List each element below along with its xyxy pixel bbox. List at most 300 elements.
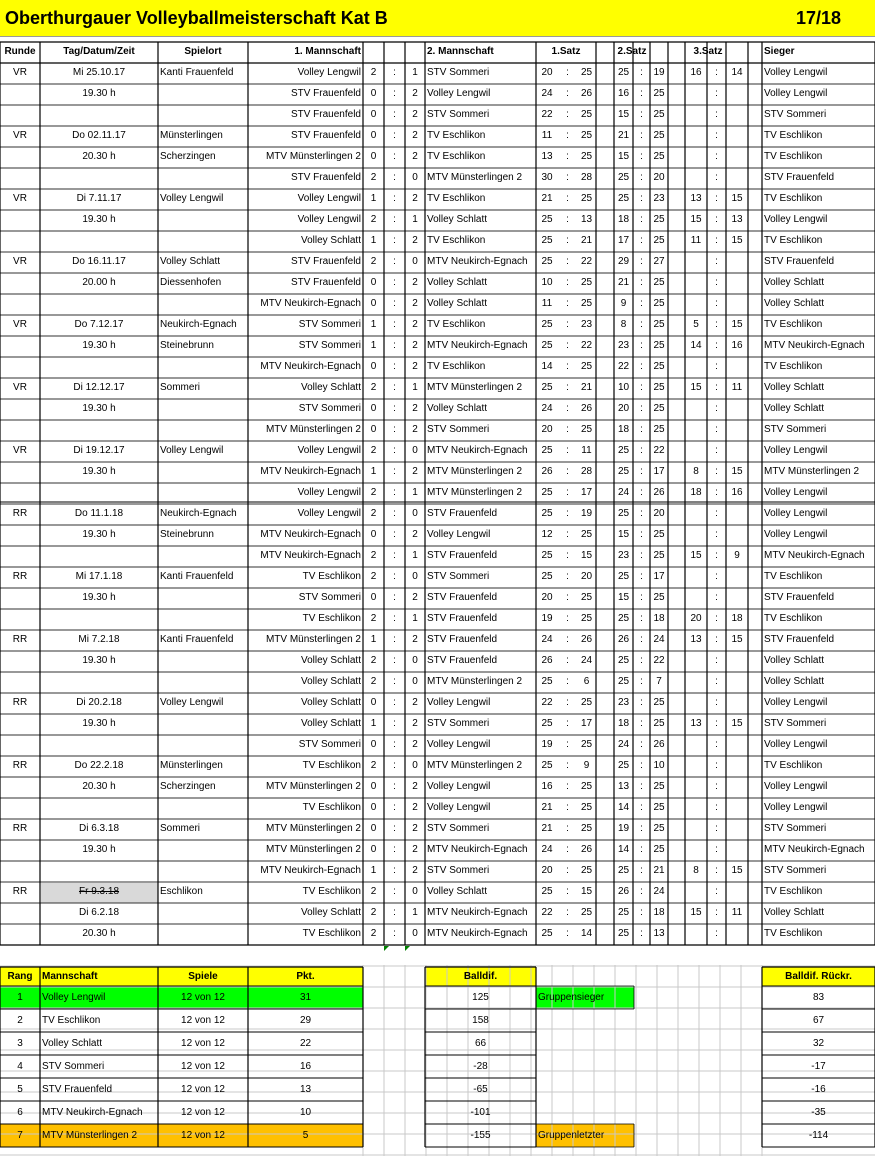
set2-colon: : [640, 571, 643, 582]
match-result-home: 1 [370, 865, 377, 876]
set1-home: 16 [541, 781, 553, 792]
standings-rang: 7 [17, 1130, 23, 1141]
match-result-home: 0 [370, 802, 377, 813]
set2-away: 25 [653, 214, 665, 225]
set3-colon: : [715, 529, 718, 540]
set1-colon: : [566, 361, 569, 372]
score-colon: : [393, 256, 396, 267]
standings-pkt: 29 [299, 1015, 312, 1026]
match-result-home: 2 [370, 172, 377, 183]
match-team1: MTV Neukirch-Egnach [260, 865, 361, 876]
set1-away: 19 [580, 508, 593, 519]
set1-home: 10 [541, 277, 553, 288]
match-result-away: 2 [412, 109, 418, 120]
set3-colon: : [715, 151, 718, 162]
set3-away: 15 [731, 718, 743, 729]
match-team1: MTV Neukirch-Egnach [260, 529, 361, 540]
match-datum: 20.30 h [82, 928, 116, 939]
match-team1: Volley Lengwil [297, 67, 361, 78]
set3-away [726, 777, 748, 798]
set1-colon: : [566, 487, 569, 498]
set1-home: 22 [541, 109, 553, 120]
set2-away: 25 [653, 130, 665, 141]
match-result-home: 0 [370, 424, 377, 435]
set3-away: 16 [731, 487, 743, 498]
set2-away: 10 [653, 760, 665, 771]
set2-away: 25 [653, 844, 665, 855]
match-sieger: Volley Lengwil [764, 697, 828, 708]
set1-home: 25 [541, 508, 553, 519]
match-runde [0, 903, 40, 924]
match-result-away: 2 [412, 424, 418, 435]
set2-away: 18 [653, 907, 665, 918]
match-result-home: 2 [370, 256, 377, 267]
set1-colon: : [566, 151, 569, 162]
set2-away: 24 [653, 886, 665, 897]
match-ort: Kanti Frauenfeld [160, 571, 234, 582]
set3-colon: : [715, 844, 718, 855]
match-datum: 19.30 h [82, 529, 116, 540]
standings-balldif-rueck: -17 [811, 1061, 826, 1072]
standings-balldif: -155 [470, 1130, 491, 1141]
set3-away: 18 [731, 613, 743, 624]
match-team2: Volley Lengwil [427, 529, 491, 540]
set1-away: 25 [580, 802, 593, 813]
set1-home: 22 [541, 697, 553, 708]
match-team1: TV Eschlikon [302, 760, 361, 771]
set1-colon: : [566, 424, 569, 435]
set1-away: 25 [580, 109, 593, 120]
set2-home: 24 [617, 739, 630, 750]
set1-colon: : [566, 88, 569, 99]
match-team2: TV Eschlikon [427, 193, 486, 204]
match-result-away: 1 [412, 550, 418, 561]
match-runde: VR [13, 193, 27, 204]
set2-colon: : [640, 928, 643, 939]
set3-away [726, 294, 748, 315]
set3-home [685, 882, 707, 903]
set3-home [685, 651, 707, 672]
set2-colon: : [640, 718, 643, 729]
standings-balldif-rueck: 32 [812, 1038, 825, 1049]
set3-home [685, 819, 707, 840]
set2-away: 25 [653, 298, 665, 309]
set1-away: 26 [580, 403, 593, 414]
set2-colon: : [640, 214, 643, 225]
set1-away: 25 [580, 739, 593, 750]
set2-home: 25 [617, 865, 630, 876]
match-sieger: Volley Lengwil [764, 214, 828, 225]
match-team2: STV Sommeri [427, 67, 490, 78]
match-runde: RR [12, 508, 28, 519]
set1-away: 25 [580, 697, 593, 708]
set2-home: 25 [617, 466, 630, 477]
set3-away: 15 [731, 466, 743, 477]
set1-away: 28 [580, 172, 593, 183]
set1-home: 11 [541, 298, 553, 309]
match-result-away: 1 [412, 67, 418, 78]
match-runde [0, 462, 40, 483]
match-runde [0, 294, 40, 315]
match-ort: Volley Lengwil [160, 697, 224, 708]
standings-spiele: 12 von 12 [181, 1061, 225, 1072]
match-runde [0, 336, 40, 357]
set3-colon: : [715, 298, 718, 309]
match-datum [40, 357, 158, 378]
set2-home: 15 [617, 529, 630, 540]
set1-colon: : [566, 340, 569, 351]
set3-home: 16 [690, 67, 702, 78]
set2-colon: : [640, 403, 643, 414]
match-team1: MTV Münsterlingen 2 [265, 844, 361, 855]
set2-colon: : [640, 676, 643, 687]
set3-away: 9 [734, 550, 740, 561]
set1-away: 25 [580, 907, 593, 918]
match-team1: Volley Schlatt [300, 676, 361, 687]
match-runde: VR [13, 319, 27, 330]
spreadsheet-grid [0, 36, 875, 1156]
set1-away: 9 [583, 760, 590, 771]
match-runde: RR [12, 823, 28, 834]
match-ort [158, 735, 248, 756]
set3-home [685, 357, 707, 378]
set3-colon: : [715, 445, 718, 456]
match-result-away: 2 [412, 739, 418, 750]
match-team1: STV Frauenfeld [290, 109, 361, 120]
set3-home: 8 [693, 865, 699, 876]
set2-away: 25 [653, 109, 665, 120]
match-datum [40, 420, 158, 441]
set3-away [726, 798, 748, 819]
set2-away: 25 [653, 151, 665, 162]
set1-away: 26 [580, 634, 593, 645]
set3-away: 16 [731, 340, 743, 351]
match-runde [0, 420, 40, 441]
set2-away: 25 [653, 235, 665, 246]
match-runde [0, 672, 40, 693]
standings-spiele: 12 von 12 [181, 1015, 225, 1026]
set2-home: 25 [617, 508, 630, 519]
match-ort: Münsterlingen [160, 760, 223, 771]
score-colon: : [393, 109, 396, 120]
col-header-satz2: 2.Satz [617, 46, 647, 57]
season-label: 17/18 [796, 8, 842, 28]
set3-colon: : [715, 340, 718, 351]
set1-home: 19 [541, 613, 553, 624]
match-result-away: 2 [412, 403, 418, 414]
standings-balldif: -101 [470, 1107, 491, 1118]
match-result-home: 1 [370, 718, 377, 729]
match-ort: Volley Lengwil [160, 193, 224, 204]
standings-header-rang: Rang [7, 971, 33, 982]
match-sieger: MTV Münsterlingen 2 [764, 466, 860, 477]
match-sieger: STV Sommeri [764, 424, 827, 435]
match-sieger: STV Frauenfeld [764, 634, 835, 645]
score-colon: : [393, 739, 396, 750]
set2-home: 19 [617, 823, 630, 834]
score-colon: : [393, 571, 396, 582]
match-runde [0, 588, 40, 609]
match-result-away: 2 [412, 298, 418, 309]
set2-colon: : [640, 298, 643, 309]
set2-away: 22 [653, 655, 665, 666]
set3-away [726, 105, 748, 126]
match-result-away: 1 [412, 382, 418, 393]
match-result-away: 2 [412, 88, 418, 99]
set1-colon: : [566, 319, 569, 330]
set2-away: 19 [653, 67, 665, 78]
set3-away: 15 [731, 634, 743, 645]
set3-away [726, 882, 748, 903]
set1-away: 13 [580, 214, 593, 225]
match-ort: Volley Lengwil [160, 445, 224, 456]
match-sieger: Volley Schlatt [764, 403, 825, 414]
set1-home: 25 [541, 235, 553, 246]
set1-away: 17 [580, 487, 593, 498]
match-team1: Volley Lengwil [297, 445, 361, 456]
set1-colon: : [566, 676, 569, 687]
match-datum: Do 16.11.17 [72, 256, 126, 267]
match-team1: Volley Lengwil [297, 193, 361, 204]
set1-away: 25 [580, 361, 593, 372]
match-team2: MTV Neukirch-Egnach [427, 907, 528, 918]
score-colon: : [393, 634, 396, 645]
match-team1: Volley Schlatt [300, 235, 361, 246]
set3-away: 15 [731, 235, 743, 246]
match-sieger: STV Frauenfeld [764, 172, 835, 183]
set2-away: 25 [653, 529, 665, 540]
match-ort [158, 210, 248, 231]
set3-home [685, 735, 707, 756]
set3-home: 15 [690, 907, 702, 918]
set2-colon: : [640, 193, 643, 204]
set3-away [726, 672, 748, 693]
match-datum: Do 02.11.17 [72, 130, 126, 141]
match-sieger: Volley Schlatt [764, 298, 825, 309]
match-sieger: TV Eschlikon [764, 235, 823, 246]
set1-home: 20 [541, 424, 553, 435]
set3-colon: : [715, 424, 718, 435]
match-result-home: 0 [370, 781, 377, 792]
score-colon: : [393, 445, 396, 456]
set2-home: 13 [617, 781, 630, 792]
set2-away: 25 [653, 277, 665, 288]
set2-home: 21 [617, 277, 630, 288]
match-runde: RR [12, 571, 28, 582]
set1-home: 25 [541, 928, 553, 939]
set3-away [726, 756, 748, 777]
match-result-home: 0 [370, 130, 377, 141]
set2-away: 25 [653, 424, 665, 435]
match-ort [158, 462, 248, 483]
match-team2: MTV Münsterlingen 2 [427, 172, 523, 183]
match-team1: MTV Neukirch-Egnach [260, 298, 361, 309]
col-header-sieger: Sieger [764, 46, 795, 57]
col-header-satz1: 1.Satz [551, 46, 581, 57]
score-colon: : [393, 844, 396, 855]
standings-header-balldif: Balldif. [463, 971, 498, 982]
match-datum [40, 735, 158, 756]
match-team2: Volley Lengwil [427, 802, 491, 813]
match-team1: STV Frauenfeld [290, 277, 361, 288]
set2-colon: : [640, 634, 643, 645]
match-datum: Mi 17.1.18 [75, 571, 123, 582]
match-datum: Mi 25.10.17 [72, 67, 126, 78]
set1-away: 22 [580, 256, 593, 267]
match-ort: Sommeri [160, 823, 201, 834]
set1-home: 25 [541, 718, 553, 729]
match-team2: Volley Lengwil [427, 781, 491, 792]
match-datum: 19.30 h [82, 340, 116, 351]
set3-colon: : [715, 88, 718, 99]
match-team1: MTV Münsterlingen 2 [265, 151, 361, 162]
standings-team: MTV Münsterlingen 2 [42, 1130, 138, 1141]
match-sieger: Volley Schlatt [764, 655, 825, 666]
set2-away: 22 [653, 445, 665, 456]
set2-away: 25 [653, 319, 665, 330]
set1-colon: : [566, 445, 569, 456]
set3-home [685, 588, 707, 609]
standings-note: Gruppensieger [538, 992, 605, 1003]
match-team2: Volley Schlatt [427, 214, 488, 225]
set3-away [726, 126, 748, 147]
match-runde [0, 651, 40, 672]
set2-away: 25 [653, 550, 665, 561]
set3-colon: : [715, 508, 718, 519]
comment-indicator-icon [405, 946, 410, 951]
set2-colon: : [640, 67, 643, 78]
match-result-home: 2 [370, 487, 377, 498]
match-ort: Sommeri [160, 382, 201, 393]
set2-colon: : [640, 487, 643, 498]
set3-home [685, 147, 707, 168]
set3-away [726, 504, 748, 525]
match-team1: TV Eschlikon [302, 613, 361, 624]
set1-colon: : [566, 697, 569, 708]
set1-colon: : [566, 130, 569, 141]
set2-home: 16 [617, 88, 630, 99]
match-ort [158, 861, 248, 882]
set2-colon: : [640, 739, 643, 750]
match-result-home: 2 [370, 760, 377, 771]
score-colon: : [393, 214, 396, 225]
match-team1: MTV Münsterlingen 2 [265, 823, 361, 834]
match-datum [40, 672, 158, 693]
set3-home: 15 [690, 214, 702, 225]
match-runde [0, 147, 40, 168]
set1-home: 24 [541, 88, 553, 99]
set1-home: 25 [541, 760, 553, 771]
set3-away [726, 399, 748, 420]
set3-home [685, 840, 707, 861]
score-colon: : [393, 823, 396, 834]
set3-colon: : [715, 613, 718, 624]
set1-colon: : [566, 298, 569, 309]
score-colon: : [393, 655, 396, 666]
set2-home: 25 [617, 193, 630, 204]
set1-colon: : [566, 571, 569, 582]
match-datum: 19.30 h [82, 403, 116, 414]
set1-colon: : [566, 718, 569, 729]
match-result-away: 2 [412, 340, 418, 351]
set3-away [726, 819, 748, 840]
match-runde: VR [13, 445, 27, 456]
match-sieger: TV Eschlikon [764, 760, 823, 771]
match-ort [158, 609, 248, 630]
set3-away [726, 147, 748, 168]
match-runde: RR [12, 697, 28, 708]
score-colon: : [393, 760, 396, 771]
set1-away: 25 [580, 67, 593, 78]
standings-team: STV Frauenfeld [42, 1084, 113, 1095]
match-team2: STV Sommeri [427, 823, 490, 834]
score-colon: : [393, 781, 396, 792]
set1-away: 25 [580, 613, 593, 624]
set2-home: 25 [617, 67, 630, 78]
match-result-away: 2 [412, 130, 418, 141]
match-team2: STV Sommeri [427, 865, 490, 876]
standings-rang: 6 [17, 1107, 23, 1118]
set2-colon: : [640, 697, 643, 708]
set3-colon: : [715, 466, 718, 477]
set2-home: 26 [617, 886, 630, 897]
match-sieger: Volley Lengwil [764, 88, 828, 99]
set3-colon: : [715, 886, 718, 897]
match-result-away: 2 [412, 634, 418, 645]
standings-pkt: 22 [299, 1038, 312, 1049]
match-runde [0, 546, 40, 567]
set1-away: 15 [580, 886, 593, 897]
set2-away: 7 [656, 676, 662, 687]
set1-away: 14 [580, 928, 593, 939]
set3-colon: : [715, 571, 718, 582]
match-result-away: 0 [412, 508, 418, 519]
match-sieger: Volley Lengwil [764, 802, 828, 813]
match-result-home: 1 [370, 340, 377, 351]
match-result-away: 1 [412, 214, 418, 225]
match-datum: 19.30 h [82, 88, 116, 99]
match-datum: Di 20.2.18 [76, 697, 122, 708]
set3-home: 5 [693, 319, 699, 330]
set3-colon: : [715, 403, 718, 414]
set2-home: 25 [617, 760, 630, 771]
set3-colon: : [715, 823, 718, 834]
set3-away [726, 525, 748, 546]
score-colon: : [393, 403, 396, 414]
match-result-away: 0 [412, 886, 418, 897]
match-datum [40, 483, 158, 504]
match-sieger: STV Sommeri [764, 865, 827, 876]
set2-colon: : [640, 340, 643, 351]
set3-colon: : [715, 781, 718, 792]
match-result-away: 2 [412, 235, 418, 246]
set3-away [726, 567, 748, 588]
match-team2: MTV Neukirch-Egnach [427, 340, 528, 351]
match-team1: TV Eschlikon [302, 886, 361, 897]
set1-home: 22 [541, 907, 553, 918]
set3-away [726, 924, 748, 945]
match-datum: 20.30 h [82, 151, 116, 162]
standings-header-spiele: Spiele [188, 971, 218, 982]
score-colon: : [393, 697, 396, 708]
set3-away: 15 [731, 865, 743, 876]
match-result-home: 0 [370, 697, 377, 708]
set1-colon: : [566, 214, 569, 225]
score-colon: : [393, 592, 396, 603]
match-ort: Scherzingen [160, 781, 216, 792]
match-sieger: Volley Lengwil [764, 508, 828, 519]
set2-home: 23 [617, 697, 630, 708]
